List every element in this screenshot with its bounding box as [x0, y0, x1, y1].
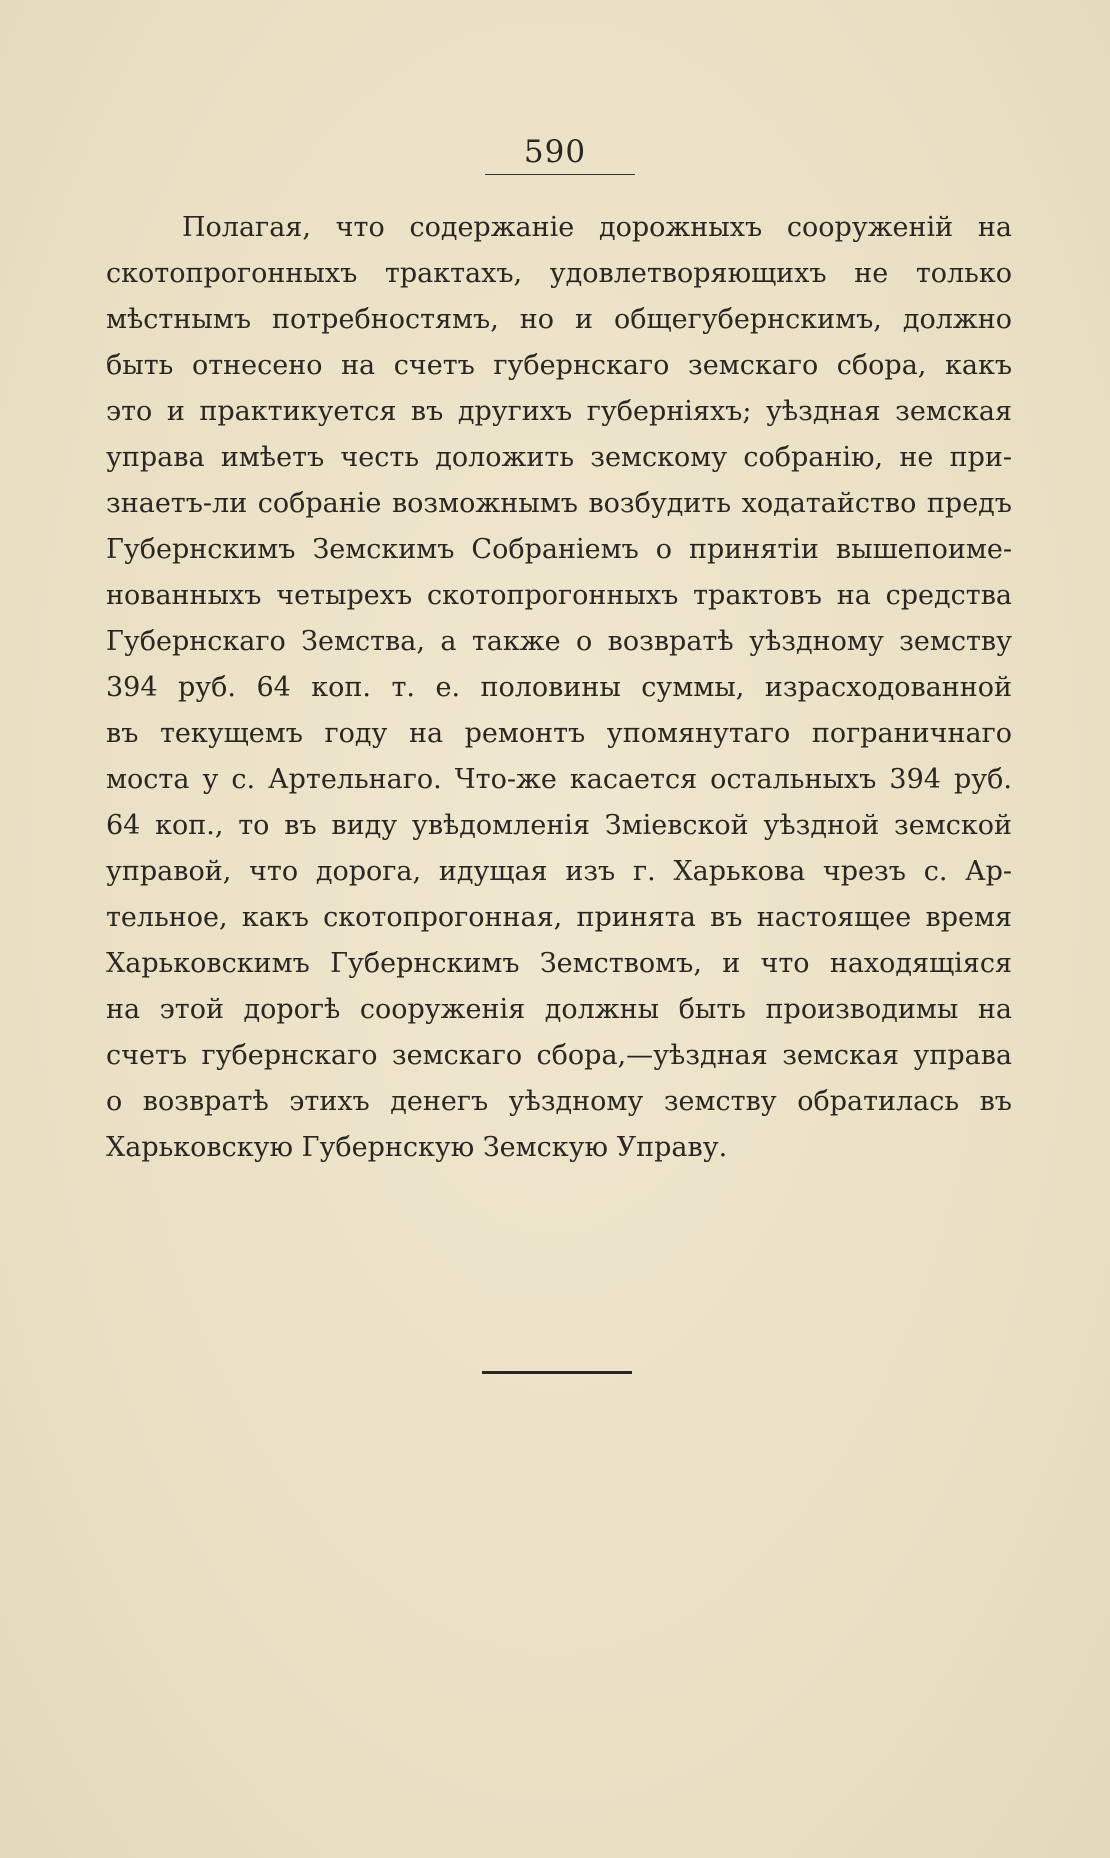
end-rule: [482, 1371, 632, 1374]
body-paragraph: [106, 205, 1012, 1171]
text-line: мѣстнымъ потребностямъ, но и общегубернскимъ, должно: [106, 304, 1012, 335]
text-line: знаетъ-ли собраніе возможнымъ возбудить ходатайство предъ: [106, 488, 1012, 519]
text-line: счетъ губернскаго земскаго сбора,—уѣздная земская управа: [106, 1040, 1012, 1071]
text-line: Губернскимъ Земскимъ Собраніемъ о принятіи вышепоиме-: [106, 534, 1012, 565]
text-line: Губернскаго Земства, а также о возвратѣ уѣздному земству: [106, 626, 1012, 657]
text-line: 394 руб. 64 коп. т. е. половины суммы, израсходованной: [106, 672, 1012, 703]
text-line: въ текущемъ году на ремонтъ упомянутаго пограничнаго: [106, 718, 1012, 749]
text-line: на этой дорогѣ сооруженія должны быть производимы на: [106, 994, 1012, 1025]
text-line: моста у с. Артельнаго. Что-же касается остальныхъ 394 руб.: [106, 764, 1012, 795]
text-line: 64 коп., то въ виду увѣдомленія Зміевской уѣздной земской: [106, 810, 1012, 841]
text-line: Полагая, что содержаніе дорожныхъ сооруженій на: [182, 212, 1012, 243]
text-line: о возвратѣ этихъ денегъ уѣздному земству обратилась въ: [106, 1086, 1012, 1117]
text-line: управа имѣетъ честь доложить земскому собранію, не при-: [106, 442, 1012, 473]
page-number: 590: [523, 134, 587, 170]
text-line: управой, что дорога, идущая изъ г. Харькова чрезъ с. Ар-: [106, 856, 1012, 887]
text-line: быть отнесено на счетъ губернскаго земскаго сбора, какъ: [106, 350, 1012, 381]
header-rule: [485, 174, 635, 175]
text-line: нованныхъ четырехъ скотопрогонныхъ трактовъ на средства: [106, 580, 1012, 611]
text-line: это и практикуется въ другихъ губерніяхъ; уѣздная земская: [106, 396, 1012, 427]
text-line: Харьковскимъ Губернскимъ Земствомъ, и что находящіяся: [106, 948, 1012, 979]
text-line: тельное, какъ скотопрогонная, принята въ настоящее время: [106, 902, 1012, 933]
text-line: скотопрогонныхъ трактахъ, удовлетворяющихъ не только: [106, 258, 1012, 289]
text-line: Харьковскую Губернскую Земскую Управу.: [106, 1132, 728, 1163]
